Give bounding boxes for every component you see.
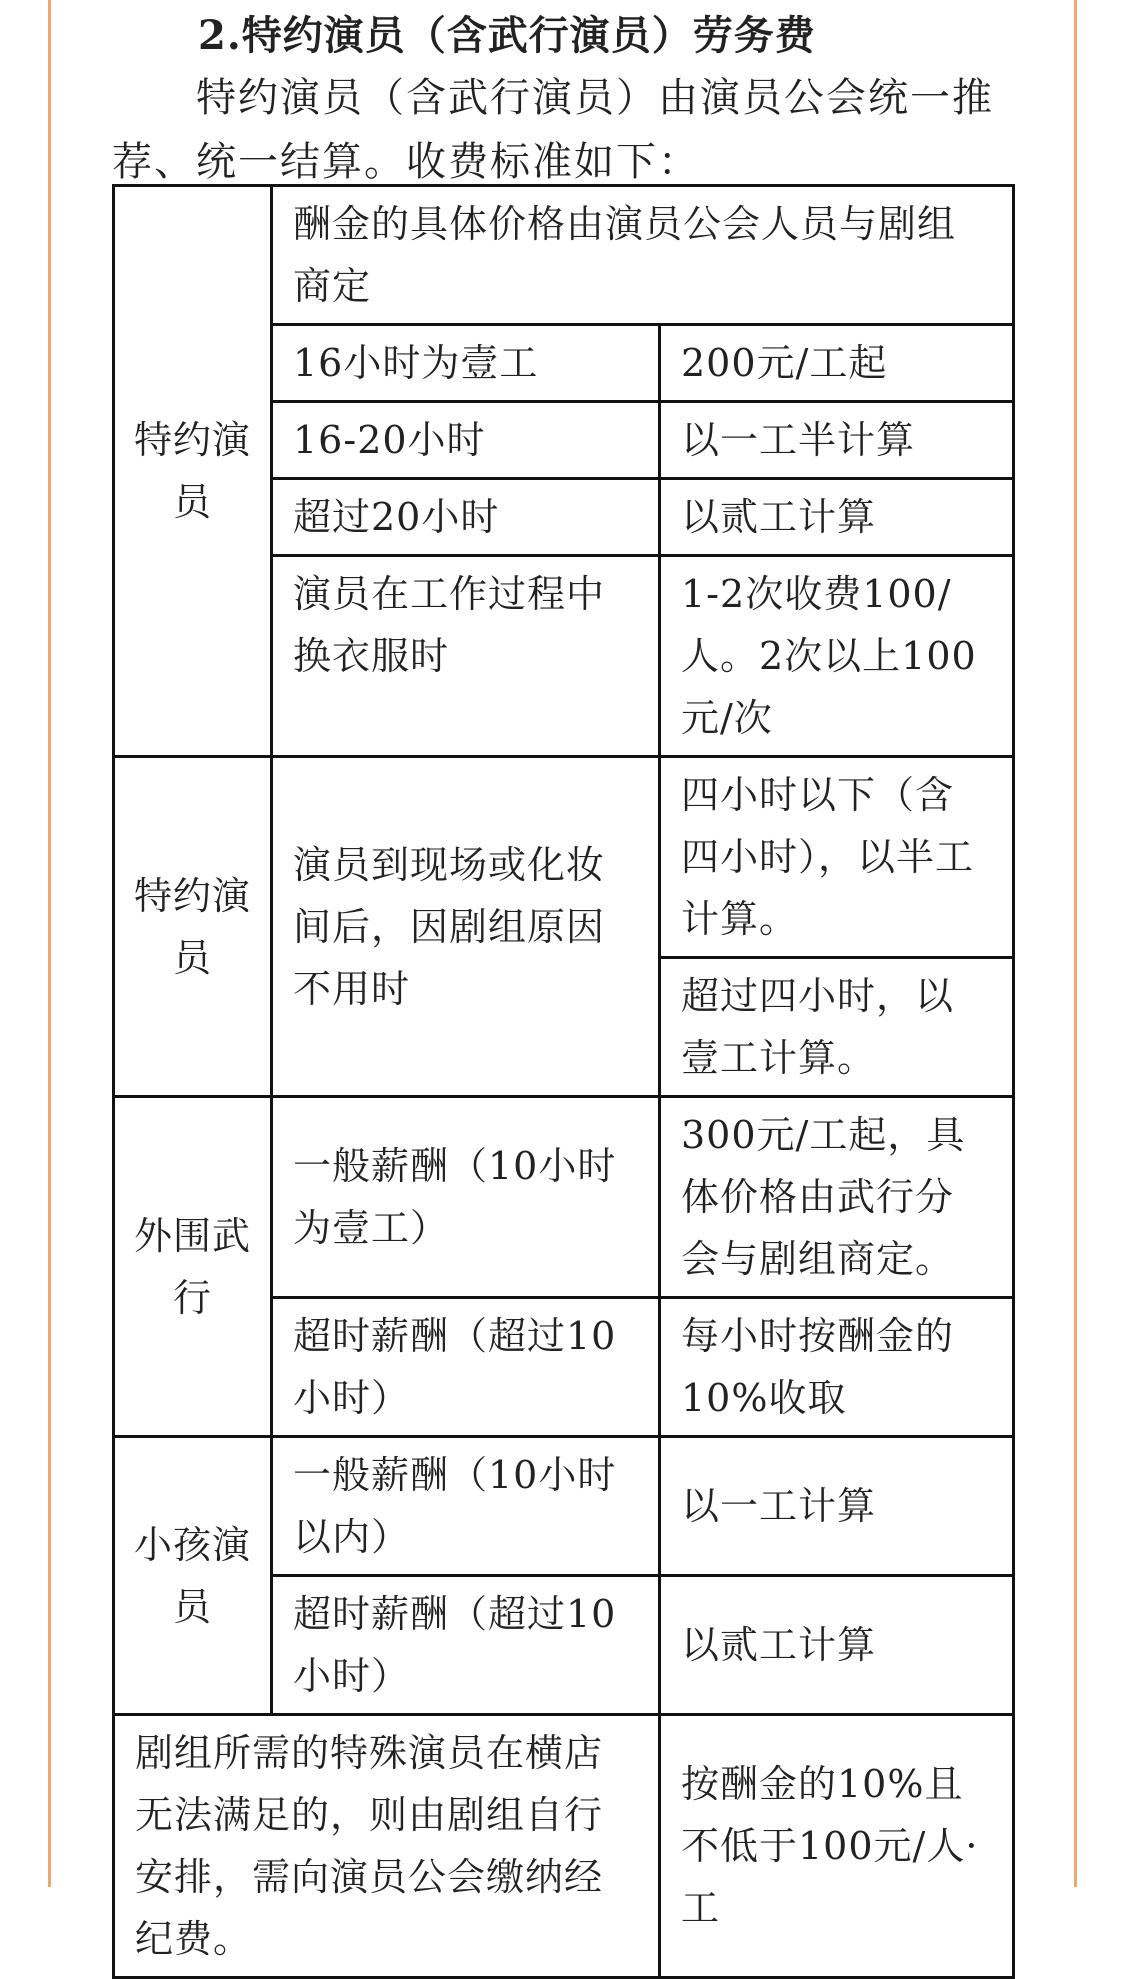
fee-cell: 以一工计算	[660, 1437, 1014, 1576]
fee-cell: 200元/工起	[660, 325, 1014, 402]
condition-cell: 超时薪酬（超过10小时）	[272, 1298, 660, 1437]
condition-cell: 超时薪酬（超过10小时）	[272, 1576, 660, 1715]
category-cell: 特约演员	[114, 186, 272, 757]
table-row	[114, 1097, 1014, 1298]
fee-cell: 以贰工计算	[660, 479, 1014, 556]
table-row	[114, 757, 1014, 958]
right-border-line	[1074, 0, 1077, 1887]
table-row	[114, 1715, 1014, 1978]
fee-cell: 按酬金的10%且不低于100元/人·工	[660, 1715, 1014, 1978]
special-needs-cell: 剧组所需的特殊演员在横店无法满足的，则由剧组自行安排，需向演员公会缴纳经纪费。	[114, 1715, 660, 1978]
condition-cell: 16小时为壹工	[272, 325, 660, 402]
fee-cell: 以贰工计算	[660, 1576, 1014, 1715]
condition-cell: 一般薪酬（10小时为壹工）	[272, 1097, 660, 1298]
table-row	[114, 1437, 1014, 1576]
category-cell: 特约演员	[114, 757, 272, 1097]
section-heading: 2.特约演员（含武行演员）劳务费	[198, 12, 816, 59]
category-cell: 小孩演员	[114, 1437, 272, 1715]
fee-cell: 1-2次收费100/人。2次以上100元/次	[660, 556, 1014, 757]
condition-cell: 演员到现场或化妆间后，因剧组原因不用时	[272, 757, 660, 1097]
intro-paragraph: 特约演员（含武行演员）由演员公会统一推荐、统一结算。收费标准如下：	[112, 75, 994, 185]
category-cell: 外围武行	[114, 1097, 272, 1437]
fee-cell: 超过四小时，以壹工计算。	[660, 958, 1014, 1097]
condition-cell: 演员在工作过程中换衣服时	[272, 556, 660, 757]
left-border-line	[48, 0, 51, 1887]
condition-cell: 16-20小时	[272, 402, 660, 479]
fee-cell: 四小时以下（含四小时），以半工计算。	[660, 757, 1014, 958]
note-cell: 酬金的具体价格由演员公会人员与剧组商定	[272, 186, 1014, 325]
fee-cell: 以一工半计算	[660, 402, 1014, 479]
condition-cell: 超过20小时	[272, 479, 660, 556]
table-row	[114, 186, 1014, 325]
condition-cell: 一般薪酬（10小时以内）	[272, 1437, 660, 1576]
fee-cell: 300元/工起，具体价格由武行分会与剧组商定。	[660, 1097, 1014, 1298]
fee-cell: 每小时按酬金的10%收取	[660, 1298, 1014, 1437]
fee-table	[112, 184, 1015, 1979]
